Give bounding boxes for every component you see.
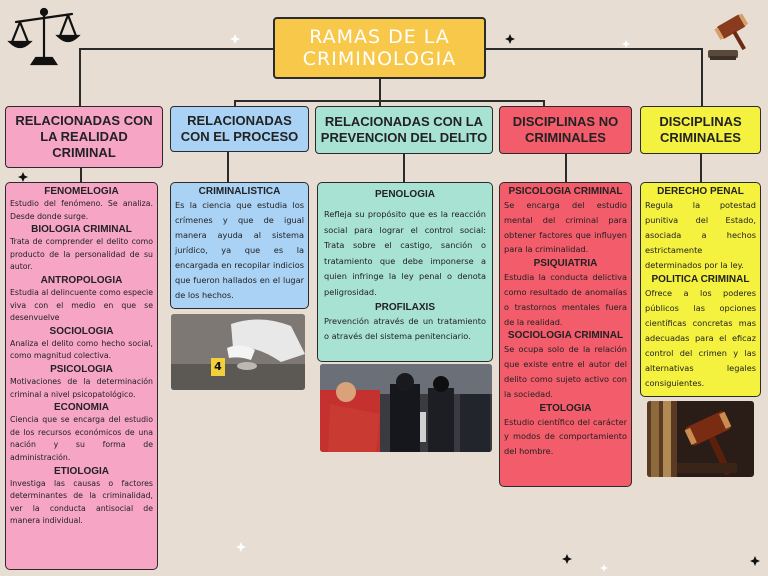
connector-v5: [700, 154, 702, 182]
star-icon: [230, 34, 240, 44]
category-realidad-criminal: RELACIONADAS CON LA REALIDAD CRIMINAL: [5, 106, 163, 168]
connector-v3: [403, 154, 405, 182]
category-disciplinas-no-criminales: DISCIPLINAS NO CRIMINALES: [499, 106, 632, 154]
arrest-photo: [320, 364, 492, 452]
item-title: BIOLOGIA CRIMINAL: [31, 224, 132, 236]
item-text: Prevención através de un tratamiento o através del sistema penitenciario.: [324, 316, 486, 341]
item-text: Se ocupa solo de la relación que existe entre el autor del delito como sujeto activo con la sociedad.: [504, 344, 627, 399]
item-title: POLITICA CRIMINAL: [651, 274, 750, 285]
item-title: SOCIOLOGIA: [49, 325, 114, 337]
connector-v1: [80, 168, 82, 182]
item-text: Investiga las causas o factores determinantes de la criminalidad, ver la conducta antisocial de manera individual.: [10, 478, 153, 526]
card-disciplinas-no-criminales: [499, 182, 632, 487]
item-text: Ofrece a los poderes públicos las opciones científicas concretas mas adecuadas para el eficaz control del crimen y las alternativas legales consiguientes.: [645, 288, 756, 388]
item-text: Estudia al delincuente como especie viva con el medio en que se desenvuelve: [10, 287, 153, 323]
item-text: Motivaciones de la determinación criminal a nivel psicopatológico.: [10, 376, 153, 399]
star-icon: [236, 542, 246, 552]
item-title: FENOMELOGIA: [44, 186, 119, 197]
item-title: SOCIOLOGIA CRIMINAL: [507, 330, 624, 342]
item-title: ANTROPOLOGIA: [40, 274, 123, 286]
item-text: Regula la potestad punitiva del Estado, asociada a hechos estrictamente determinados por la ley.: [645, 200, 756, 270]
star-icon: [18, 172, 28, 182]
category-proceso: RELACIONADAS CON EL PROCESO: [170, 106, 309, 152]
item-text: Estudia la conducta delictiva como resultado de anomalías o trastornos mentales fuera de la realidad.: [504, 272, 627, 327]
card-realidad-criminal: [5, 182, 158, 570]
item-title: ETOLOGIA: [539, 402, 592, 414]
star-icon: [750, 556, 760, 566]
item-text: Analiza el delito como hecho social, como magnitud colectiva.: [10, 338, 153, 361]
item-text: Se encarga del estudio mental del criminal para obtener factores que influyen para la criminalidad.: [504, 200, 627, 255]
item-title: PSIQUIATRIA: [533, 258, 598, 270]
page-title: RAMAS DE LA CRIMINOLOGIA: [273, 17, 486, 79]
category-disciplinas-criminales: DISCIPLINAS CRIMINALES: [640, 106, 761, 154]
scales-of-justice-icon: [6, 6, 82, 70]
star-icon: [562, 554, 572, 564]
item-title: ECONOMIA: [54, 402, 109, 414]
item-title: ETIOLOGIA: [54, 465, 109, 477]
connector-mid: [234, 100, 544, 102]
item-title: PSICOLOGIA CRIMINAL: [508, 186, 623, 197]
connector-v4: [565, 154, 567, 182]
connector-v2: [227, 152, 229, 182]
star-icon: [505, 34, 515, 44]
star-icon: [600, 564, 608, 572]
item-text: Ciencia que se encarga del estudio de los recursos económicos de una nación y su forma de administración.: [10, 415, 153, 462]
item-text: Es la ciencia que estudia los crímenes y que de igual manera ayuda al sistema jurídico, ya que es la encargada en recopilar indicios que fueron hallados en el lugar de los hechos.: [175, 200, 304, 300]
gavel-icon: [700, 12, 764, 62]
item-text: Trata de comprender el delito como producto de la personalidad de su autor.: [10, 237, 153, 272]
crime-scene-photo: [171, 314, 305, 390]
evidence-marker: 4: [214, 360, 222, 373]
card-prevencion: [317, 182, 493, 362]
item-title: PENOLOGIA: [374, 189, 435, 200]
gavel-books-photo: [647, 401, 754, 477]
star-icon: [622, 40, 630, 48]
item-title: CRIMINALISTICA: [198, 186, 281, 197]
item-title: PSICOLOGIA: [50, 363, 113, 375]
item-text: Refleja su propósito que es la reacción social para lograr el control social: Trata sobre el castigo, sanción o tratamiento que debe imponerse a quien infringe la ley penal o denota peligrosidad.: [324, 209, 486, 297]
card-disciplinas-criminales: [640, 182, 761, 397]
item-text: Estudio científico del carácter y modos de comportamiento del hombre.: [504, 416, 627, 457]
item-title: PROFILAXIS: [374, 302, 435, 313]
card-proceso: [170, 182, 309, 309]
category-prevencion: RELACIONADAS CON LA PREVENCION DEL DELITO: [315, 106, 493, 154]
item-title: DERECHO PENAL: [657, 186, 744, 197]
item-text: Estudio del fenómeno. Se analiza. Desde donde surge.: [10, 199, 153, 221]
